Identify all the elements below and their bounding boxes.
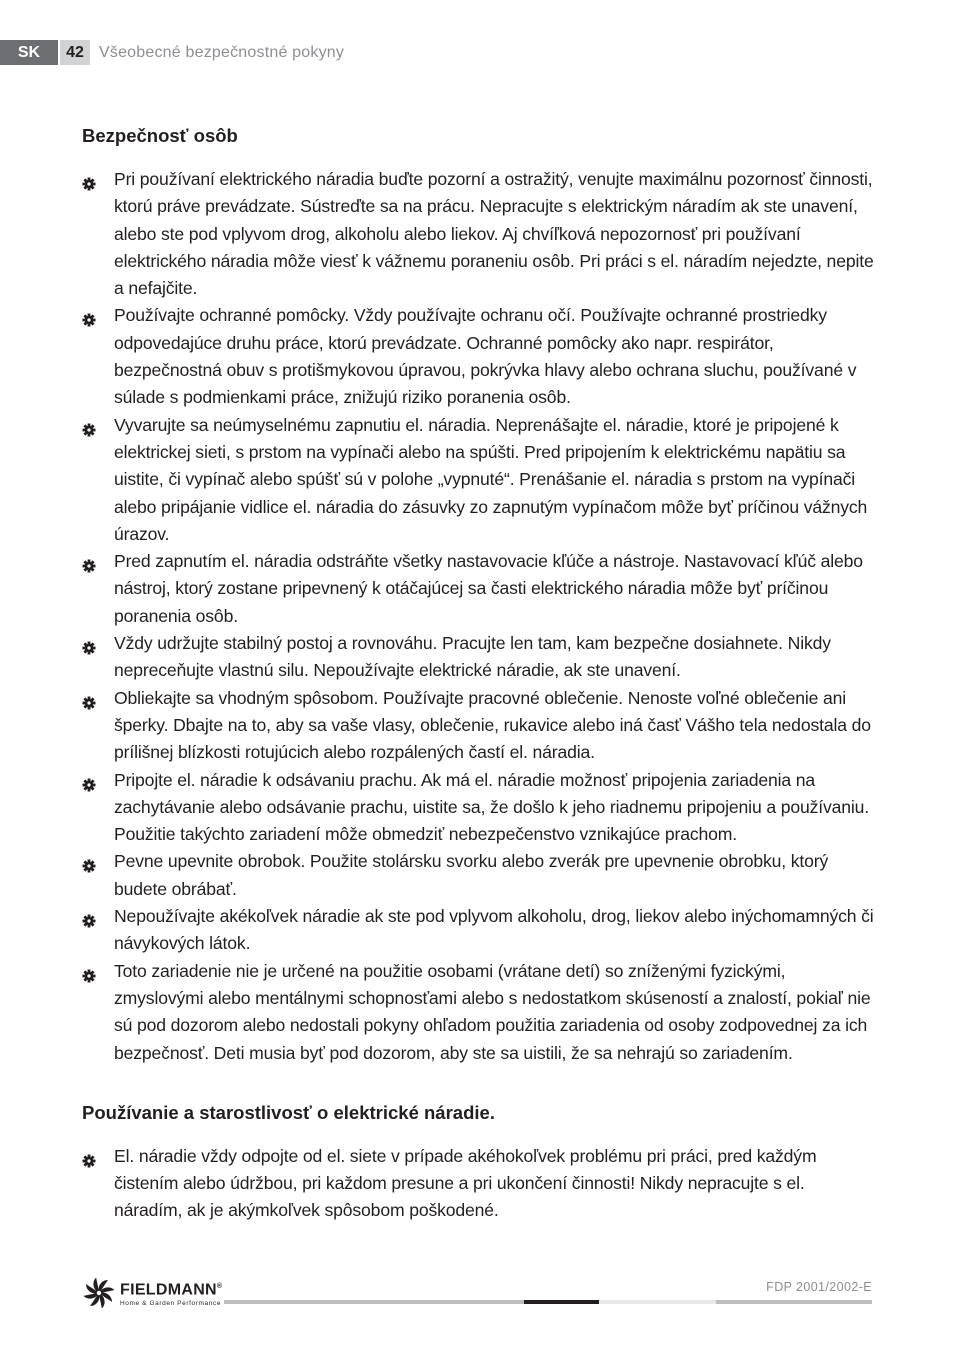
gear-bullet-icon [82,691,96,705]
list-item-text: Pevne upevnite obrobok. Použite stolársku svorku alebo zverák pre upevnenie obrobku, ktorý budete obrábať. [114,851,829,899]
list-item-text: Pred zapnutím el. náradia odstráňte všetky nastavovacie kľúče a nástroje. Nastavovací kľúč alebo nástroj, ktorý zostane pripevnený k otáčajúcej sa časti elektrického náradia môže byť príčinou poranenia osôb. [114,551,863,626]
chapter-title: Všeobecné bezpečnostné pokyny [99,43,345,61]
section-heading-tool-use-care: Používanie a starostlivosť o elektrické náradie. [82,1101,495,1123]
list-item [82,630,877,685]
footer-rule-right [716,1300,872,1304]
list-item [82,412,877,548]
personal-safety-list [82,166,877,1067]
list-item [82,903,877,958]
list-item [82,767,877,849]
brand-logo [82,1278,222,1308]
footer-rule-accent [524,1300,599,1304]
trademark-symbol: ® [216,1283,223,1290]
list-item-text: Vyvarujte sa neúmyselnému zapnutiu el. náradia. Neprenášajte el. náradie, ktoré je pripojené k elektrickej sieti, s prstom na vypínači alebo na spúšti. Pred pripojením k elektrickému napätiu sa uistite, či vypínač alebo spúšť sú v polohe „vypnuté“. Prenášanie el. náradia s prstom na vypínači alebo pripájanie vidlice el. náradia do zásuvky zo zapnutým vypínačom môže byť príčinou vážnych úrazov. [114,414,868,544]
gear-bullet-icon [82,172,96,186]
list-item-text: El. náradie vždy odpojte od el. siete v prípade akéhokoľvek problému pri práci, pred každým čistením alebo údržbou, pri každom presune a pri ukončení činnosti! Nikdy nepracujte s el. náradím, ak je akýmkoľvek spôsobom poškodené. [114,1145,817,1221]
gear-bullet-icon [82,636,96,650]
gear-bullet-icon [82,554,96,568]
list-item-text: Používajte ochranné pomôcky. Vždy používajte ochranu očí. Používajte ochranné prostriedky odpovedajúce druhu práce, ktorú prevádzate. Ochranné pomôcky ako napr. respirátor, bezpečnostná obuv s protišmykovou úpravou, pokrývka hlavy alebo ochrana sluchu, používané v súlade s podmienkami práce, znižujú riziko poranenia osôb. [114,305,857,408]
list-item [82,302,877,411]
gear-bullet-icon [82,964,96,978]
list-item [82,685,877,767]
model-number: FDP 2001/2002-E [766,1280,872,1294]
language-badge: SK [0,40,58,65]
gear-bullet-icon [82,308,96,322]
list-item-text: Nepoužívajte akékoľvek náradie ak ste pod vplyvom alkoholu, drog, liekov alebo inýchomamných či návykových látok. [114,906,874,954]
list-item-text: Toto zariadenie nie je určené na použitie osobami (vrátane detí) so zníženými fyzickými, zmyslovými alebo mentálnymi schopnosťami alebo s nedostatkom skúseností a znalostí, pokiaľ nie sú pod dozorom alebo nedostali pokyny ohľadom použitia zariadenia od osoby zodpovednej za ich bezpečnosť. Deti musia byť pod dozorom, aby ste sa uistili, že sa nehrajú so zariadením. [114,960,871,1063]
list-item-text: Pri používaní elektrického náradia buďte pozorní a ostražitý, venujte maximálnu pozornosť činnosti, ktorú práve prevádzate. Sústreďte sa na prácu. Nepracujte s elektrickým náradím ak ste unavení, alebo ste pod vplyvom drog, alkoholu alebo liekov. Aj chvíľková nepozornosť pri používaní elektrického náradia môže viesť k vážnemu poraneniu osôb. Pri práci s el. náradím nejedzte, nepite a nefajčite. [114,169,874,299]
gear-bullet-icon [82,854,96,868]
list-item [82,958,877,1067]
gear-bullet-icon [82,418,96,432]
tool-use-care-list [82,1143,877,1225]
footer-rule-left [224,1300,524,1304]
brand-name: FIELDMANN [120,1281,217,1299]
page-content [82,118,877,1225]
list-item-text: Vždy udržujte stabilný postoj a rovnováhu. Pracujte len tam, kam bezpečne dosiahnete. Nikdy nepreceňujte vlastnú silu. Nepoužívajte elektrické náradie, ak ste unavení. [114,633,831,681]
list-item-text: Pripojte el. náradie k odsávaniu prachu. Ak má el. náradie možnosť pripojenia zariadenia na zachytávanie alebo odsávanie prachu, uistite sa, že došlo k jeho riadnemu pripojeniu a používaniu. Použitie takýchto zariadení môže obmedziť nebezpečenstvo vznikajúce prachom. [114,769,870,845]
list-item [82,1143,877,1225]
section-heading-personal-safety: Bezpečnosť osôb [82,125,238,146]
page-header [0,40,344,65]
gear-bullet-icon [82,773,96,787]
list-item-text: Obliekajte sa vhodným spôsobom. Používajte pracovné oblečenie. Nenoste voľné oblečenie ani šperky. Dbajte na to, aby sa vaše vlasy, oblečenie, rukavice alebo iná časť Vášho tela nedostala do prílišnej blízkosti rotujúcich alebo rozpálených častí el. náradia. [114,687,871,763]
footer-rule-light [599,1300,716,1304]
gear-bullet-icon [82,909,96,923]
list-item [82,848,877,903]
brand-tagline: Home & Garden Performance [120,1300,221,1308]
gear-bullet-icon [82,1149,96,1163]
list-item [82,166,877,302]
fan-swirl-icon [82,1278,116,1308]
list-item [82,548,877,630]
page-number: 42 [60,40,90,65]
